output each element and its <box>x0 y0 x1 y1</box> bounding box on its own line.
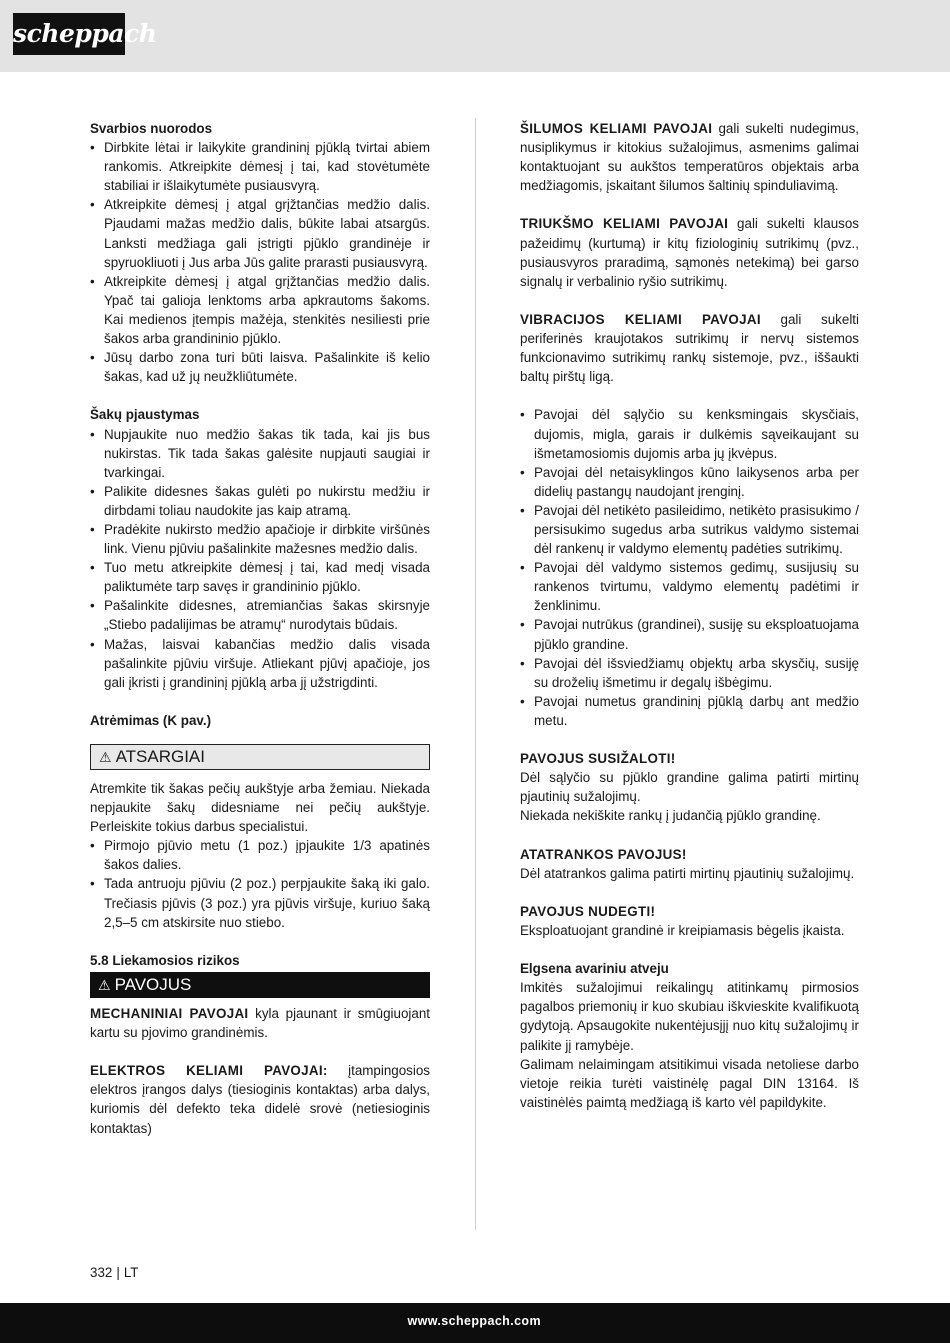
header-bar <box>0 0 950 72</box>
mechanical-hazards-lead: MECHANINIAI PAVOJAI <box>90 1005 249 1021</box>
emergency-text-2: Galimam nelaimingam atsitikimui visada netoliese darbo vietoje reikia turėti vaistinėlę pagal DIN 13164. Iš vaistinėlės paimtą medžiagą iš karto vėl papildykite. <box>520 1056 859 1110</box>
list-item: • Atkreipkite dėmesį į atgal grįžtančias medžio dalis. Ypač tai galioja lenktoms arba apkrautoms šakoms. Kai medienos įtempis mažėja, stenkitės nesiliesti prie šakos arba grandininio pjūklo. <box>90 272 430 348</box>
warning-triangle-icon: ⚠ <box>99 749 112 765</box>
important-notes-list <box>90 138 430 386</box>
left-column <box>90 119 430 1138</box>
website-url: www.scheppach.com <box>407 1314 541 1328</box>
list-item: • Pavojai dėl netaisyklingos kūno laikysenos arba per didelių pastangų naudojant įrenginį. <box>520 463 859 501</box>
vibration-hazards-lead: VIBRACIJOS KELIAMI PAVOJAI <box>520 311 761 327</box>
list-item: • Atkreipkite dėmesį į atgal grįžtančias medžio dalis. Pjaudami mažas medžio dalis, būkite labai atsargūs. Lanksti medžiaga gali įstrigti pjūklo grandinėje ir spyruokliuoti į Jus arba Jūs galite prarasti pusiausvyrą. <box>90 195 430 271</box>
emergency-title: Elgsena avariniu atveju <box>520 961 669 977</box>
caution-label: ATSARGIAI <box>115 747 205 766</box>
list-item: • Tada antruoju pjūviu (2 poz.) perpjaukite šaką iki galo. Trečiasis pjūvis (3 poz.) yra pjūvis viršuje, kuriuo šaką 2,5–5 cm atskirsite nuo stiebo. <box>90 874 430 931</box>
list-item: • Pradėkite nukirsto medžio apačioje ir dirbkite viršūnės link. Vienu pjūviu pašalinkite mažesnes medžio dalis. <box>90 520 430 558</box>
caution-text: Atremkite tik šakas pečių aukštyje arba žemiau. Niekada nepjaukite šakų didesniame nei pečių aukštyje. Perleiskite tokius darbus specialistui. <box>90 781 430 835</box>
list-item: • Palikite didesnes šakas gulėti po nukirstu medžiu ir dirbdami toliau naudokite jas kaip atramą. <box>90 482 430 520</box>
hazards-list <box>520 405 859 730</box>
electrical-hazards-lead: ELEKTROS KELIAMI PAVOJAI: <box>90 1063 328 1079</box>
vibration-hazards-paragraph: VIBRACIJOS KELIAMI PAVOJAI gali sukelti periferinės kraujotakos sutrikimų ir nervų sistemos funkcionavimo sutrikimų rankų sistemoje, pvz., iššaukti baltų pirštų ligą. <box>520 311 859 385</box>
noise-hazards-lead: TRIUKŠMO KELIAMI PAVOJAI <box>520 216 729 232</box>
injury-danger-title: PAVOJUS SUSIŽALOTI! <box>520 751 676 767</box>
caution-banner <box>90 744 430 770</box>
section-title-residual-risks: 5.8 Liekamosios rizikos <box>90 952 240 968</box>
danger-banner <box>90 972 430 998</box>
list-item: • Pavojai nutrūkus (grandinei), susiję su eksploatuojama pjūklo grandine. <box>520 615 859 653</box>
burn-danger-title: PAVOJUS NUDEGTI! <box>520 903 656 919</box>
noise-hazards-paragraph: TRIUKŠMO KELIAMI PAVOJAI gali sukelti klausos pažeidimų (kurtumą) ir kitų fiziologinių sutrikimų (pvz., pusiausvyros praradimą, sąmonės netekimą) bei garso signalų ir verbalinio ryšio sutrikimų. <box>520 216 859 289</box>
danger-label: PAVOJUS <box>114 974 192 994</box>
column-divider <box>475 118 476 1230</box>
branch-cutting-list <box>90 425 430 692</box>
mechanical-hazards-paragraph: MECHANINIAI PAVOJAI kyla pjaunant ir smūgiuojant kartu su pjovimo grandinėmis. <box>90 1005 430 1041</box>
injury-danger-text-2: Niekada nekiškite rankų į judančią pjūklo grandinę. <box>520 808 821 824</box>
section-title-support: Atrėmimas (K pav.) <box>90 712 212 728</box>
list-item: • Pavojai dėl netikėto pasileidimo, netikėto prasisukimo / persisukimo sugedus arba sutrikus valdymo sistemai dėl rankenų ir valdymo elementų padėties sutrikimų. <box>520 501 859 558</box>
page-number: 332 | LT <box>90 1265 139 1280</box>
injury-danger-text: Dėl sąlyčio su pjūklo grandine galima patirti mirtinų pjautinių sužalojimų. <box>520 770 859 805</box>
scheppach-logo: scheppach <box>13 13 125 55</box>
heat-hazards-lead: ŠILUMOS KELIAMI PAVOJAI <box>520 121 713 136</box>
list-item: • Tuo metu atkreipkite dėmesį į tai, kad medį visada paliktumėte tarp savęs ir grandininio pjūklo. <box>90 558 430 596</box>
list-item: • Pavojai numetus grandininį pjūklą darbų ant medžio metu. <box>520 692 859 730</box>
list-item: • Pirmojo pjūvio metu (1 poz.) įpjaukite 1/3 apatinės šakos dalies. <box>90 836 430 874</box>
list-item: • Pavojai dėl valdymo sistemos gedimų, susijusių su rankenos tvirtumu, valdymo elementų padėtimi ir ženklinimu. <box>520 558 859 615</box>
section-title-branch-cutting: Šakų pjaustymas <box>90 407 200 423</box>
kickback-danger-text: Dėl atatrankos galima patirti mirtinų pjautinių sužalojimų. <box>520 865 855 881</box>
language-code: LT <box>123 1265 139 1280</box>
list-item: • Jūsų darbo zona turi būti laisva. Pašalinkite iš kelio šakas, kad už jų neužkliūtumėte. <box>90 348 430 386</box>
footer-bar <box>0 1303 950 1343</box>
list-item: • Pašalinkite didesnes, atremiančias šakas skirsnyje „Stiebo padalijimas be atramų“ nurodytais būdais. <box>90 596 430 634</box>
list-item: • Pavojai dėl išsviedžiamų objektų arba skysčių, susiję su droželių išmetimu ir degalų išbėgimu. <box>520 654 859 692</box>
burn-danger-text: Eksploatuojant grandinė ir kreipiamasis bėgelis įkaista. <box>520 922 845 938</box>
list-item: • Mažas, laisvai kabančias medžio dalis visada pašalinkite pjūviu viršuje. Atliekant pjūvį apačioje, jos gali įkristi į grandininį pjūklą arba jį užstrigdinti. <box>90 635 430 692</box>
caution-list <box>90 836 430 931</box>
list-item: • Dirbkite lėtai ir laikykite grandininį pjūklą tvirtai abiem rankomis. Atkreipkite dėmesį į tai, kad stovėtumėte stabiliai ir išlaikytumėte pusiausvyrą. <box>90 138 430 195</box>
right-column <box>520 119 859 1112</box>
electrical-hazards-paragraph: ELEKTROS KELIAMI PAVOJAI: įtampingosios elektros įrangos dalys (tiesioginis kontaktas) arba dalys, kuriomis dėl defekto teka didelė srovė (netiesioginis kontaktas) <box>90 1063 430 1136</box>
warning-triangle-icon: ⚠ <box>98 976 111 993</box>
kickback-danger-title: ATATRANKOS PAVOJUS! <box>520 846 687 862</box>
section-title-important-notes: Svarbios nuorodos <box>90 121 213 136</box>
list-item: • Pavojai dėl sąlyčio su kenksmingais skysčiais, dujomis, migla, garais ir dulkėmis sąveikaujant su išmetamosiomis dujomis arba jų įkvėpus. <box>520 405 859 462</box>
heat-hazards-paragraph: ŠILUMOS KELIAMI PAVOJAI gali sukelti nudegimus, nusiplikymus ir kitokius sužalojimus, asmenims galimai kontaktuojant su aukštos temperatūros objektais arba medžiagomis, įskaitant šilumos šaltinių spinduliavimą. <box>520 121 859 194</box>
list-item: • Nupjaukite nuo medžio šakas tik tada, kai jis bus nukirstas. Tik tada šakas galėsite nupjauti saugiai ir tvarkingai. <box>90 425 430 482</box>
emergency-text: Imkitės sužalojimui reikalingų atitinkamų pirmosios pagalbos priemonių ir kuo skubiau iškvieskite kvalifikuotą gydytoją. Apsaugokite nukentėjusįjį nuo kitų sužalojimų ir palikite jį ramybėje. <box>520 980 859 1053</box>
